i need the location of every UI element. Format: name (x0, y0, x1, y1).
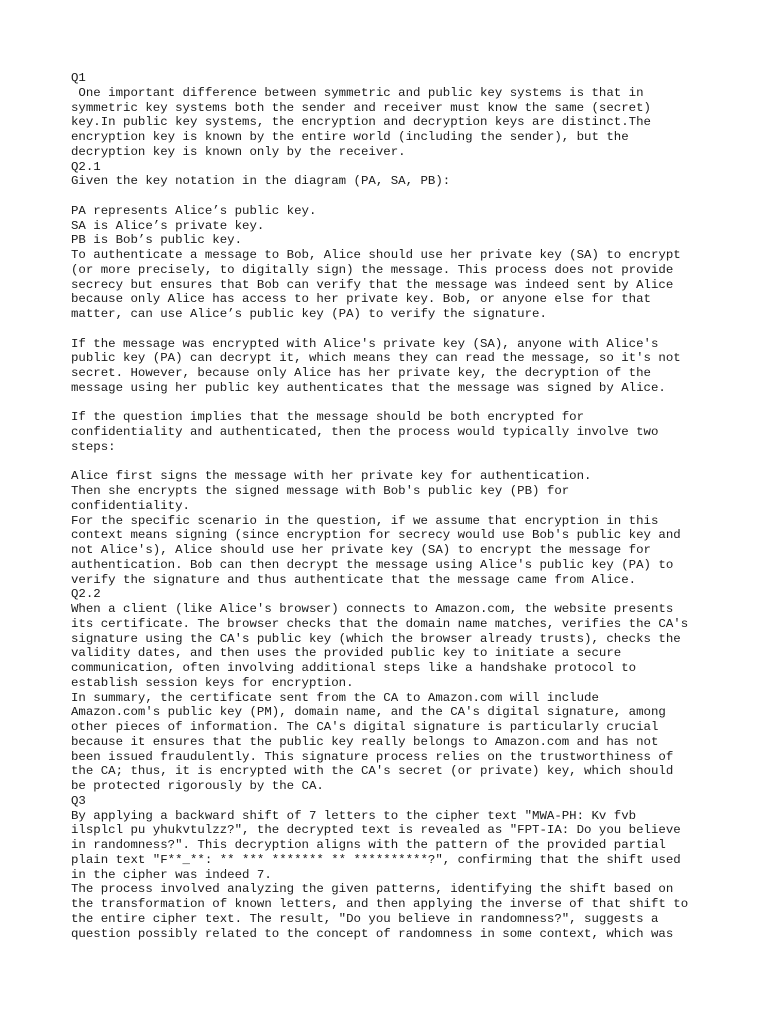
text-line: Q1 (71, 71, 86, 85)
text-line: Given the key notation in the diagram (PA, SA, PB): (71, 174, 451, 189)
text-line: the CA; thus, it is encrypted with the CA's secret (or private) key, which should (71, 764, 674, 779)
text-line: Q3 (71, 793, 86, 808)
text-line: decryption key is known only by the receiver. (71, 144, 406, 159)
text-line: key.In public key systems, the encryption and decryption keys are distinct.The (71, 115, 651, 130)
text-line: For the specific scenario in the question, if we assume that encryption in this (71, 513, 659, 528)
text-line: encryption key is known by the entire world (including the sender), but the (71, 130, 629, 144)
text-line: context means signing (since encryption for secrecy would use Bob's public key and (71, 528, 681, 543)
text-line: In summary, the certificate sent from the CA to Amazon.com will include (71, 690, 599, 705)
text-line: confidentiality. (71, 498, 190, 513)
text-line: The process involved analyzing the given patterns, identifying the shift based on (71, 882, 674, 897)
text-line: because it ensures that the public key really belongs to Amazon.com and has not (71, 734, 659, 749)
text-line: symmetric key systems both the sender and receiver must know the same (secret) (71, 100, 651, 115)
text-line: because only Alice has access to her private key. Bob, or anyone else for that (71, 292, 651, 307)
text-line: If the question implies that the message should be both encrypted for (71, 410, 585, 425)
blank-line (71, 322, 711, 337)
text-line: By applying a backward shift of 7 letters to the cipher text "MWA-PH: Kv fvb (71, 808, 637, 823)
text-line: If the message was encrypted with Alice's private key (SA), anyone with Alice's (71, 336, 659, 351)
text-line: secrecy but ensures that Bob can verify that the message was indeed sent by Alice (71, 277, 674, 292)
text-line: establish session keys for encryption. (71, 675, 354, 690)
text-line: its certificate. The browser checks that the domain name matches, verifies the CA's (71, 616, 689, 631)
text-line: communication, often involving additional steps like a handshake protocol to (71, 661, 637, 675)
text-line: Q2.1 (71, 159, 101, 174)
blank-line (71, 396, 711, 411)
text-line: public key (PA) can decrypt it, which means they can read the message, so it's not (71, 351, 681, 366)
text-line: Amazon.com's public key (PM), domain name, and the CA's digital signature, among (71, 705, 666, 720)
text-line: steps: (71, 439, 116, 454)
text-line: To authenticate a message to Bob, Alice should use her private key (SA) to encrypt (71, 248, 681, 262)
text-line: in randomness?". This decryption aligns with the pattern of the provided partial (71, 838, 666, 852)
text-line: When a client (like Alice's browser) connects to Amazon.com, the website presents (71, 602, 674, 616)
text-line: PB is Bob’s public key. (71, 233, 243, 248)
text-line: not Alice's), Alice should use her private key (SA) to encrypt the message for (71, 543, 651, 557)
text-line: PA represents Alice’s public key. (71, 203, 317, 218)
text-line: the transformation of known letters, and then applying the inverse of that shift to (71, 897, 689, 911)
text-line: (or more precisely, to digitally sign) the message. This process does not provide (71, 262, 674, 277)
text-line: Alice first signs the message with her private key for authentication. (71, 469, 592, 484)
text-line: verify the signature and thus authenticate that the message came from Alice. (71, 572, 637, 587)
text-line: matter, can use Alice’s public key (PA) to verify the signature. (71, 307, 547, 321)
text-line: plain text "F**_**: ** *** ******* ** **********?", confirming that the shift used (71, 852, 681, 867)
text-line: Q2.2 (71, 587, 101, 602)
text-line: signature using the CA's public key (which the browser already trusts), checks the (71, 631, 681, 646)
text-line: One important difference between symmetric and public key systems is that in (71, 85, 644, 100)
blank-line (71, 455, 711, 470)
text-line: ilsplcl pu yhukvtulzz?", the decrypted text is revealed as "FPT-IA: Do you believe (71, 823, 681, 838)
text-line: the entire cipher text. The result, "Do you believe in randomness?", suggests a (71, 911, 659, 926)
document-page (71, 71, 711, 941)
text-line: SA is Alice’s private key. (71, 218, 265, 233)
text-line: secret. However, because only Alice has her private key, the decryption of the (71, 366, 651, 380)
text-line: been issued fraudulently. This signature process relies on the trustworthiness of (71, 749, 674, 764)
text-line: Then she encrypts the signed message with Bob's public key (PB) for (71, 484, 570, 498)
text-line: other pieces of information. The CA's digital signature is particularly crucial (71, 720, 659, 734)
text-line: authentication. Bob can then decrypt the message using Alice's public key (PA) to (71, 557, 674, 572)
text-line: be protected rigorously by the CA. (71, 779, 324, 793)
blank-line (71, 189, 711, 204)
text-line: in the cipher was indeed 7. (71, 867, 272, 882)
text-line: confidentiality and authenticated, then the process would typically involve two (71, 425, 659, 439)
text-line: question possibly related to the concept of randomness in some context, which was (71, 926, 674, 941)
text-line: validity dates, and then uses the provided public key to initiate a secure (71, 646, 622, 661)
text-line: message using her public key authenticates that the message was signed by Alice. (71, 380, 666, 395)
